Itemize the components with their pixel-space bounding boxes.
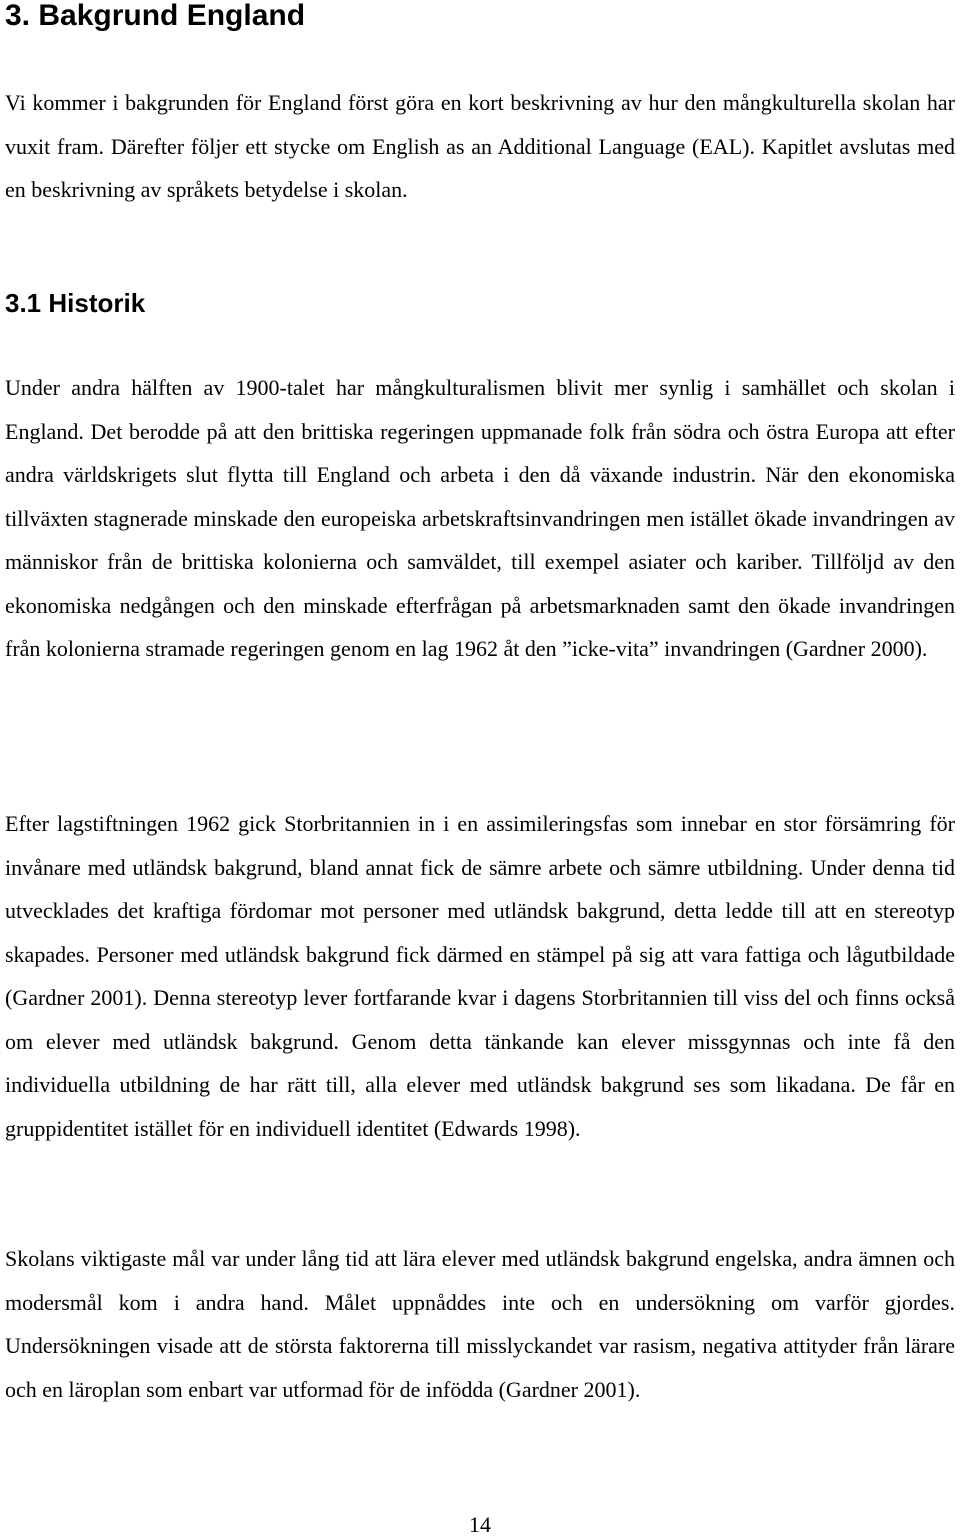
chapter-title: 3. Bakgrund England xyxy=(5,0,306,32)
page-number: 14 xyxy=(469,1512,491,1537)
intro-paragraph: Vi kommer i bakgrunden för England först göra en kort beskrivning av hur den mångkulturella skolan har vuxit fram. Därefter följer ett stycke om English as an Additional Language (EAL). Kapitlet avslutas med en beskrivning av språkets betydelse i skolan. xyxy=(5,90,955,202)
body-paragraph: Skolans viktigaste mål var under lång tid att lära elever med utländsk bakgrund engelska, andra ämnen och modersmål kom i andra hand. Målet uppnåddes inte och en undersökning om varför gjordes. Undersökningen visade att de största faktorerna till misslyckandet var rasism, negativa attityder från lärare och en läroplan som enbart var utformad för de infödda (Gardner 2001). xyxy=(5,1246,955,1402)
body-paragraph: Efter lagstiftningen 1962 gick Storbritannien in i en assimileringsfas som innebar en stor försämring för invånare med utländsk bakgrund, bland annat fick de sämre arbete och sämre utbildning. Under denna tid utvecklades det kraftiga fördomar mot personer med utländsk bakgrund, detta ledde till att en stereotyp skapades. Personer med utländsk bakgrund fick därmed en stämpel på sig att vara fattiga och lågutbildade (Gardner 2001). Denna stereotyp lever fortfarande kvar i dagens Storbritannien till viss del och finns också om elever med utländsk bakgrund. Genom detta tänkande kan elever missgynnas och inte få den individuella utbildning de har rätt till, alla elever med utländsk bakgrund ses som likadana. De får en gruppidentitet istället för en individuell identitet (Edwards 1998). xyxy=(5,811,955,1141)
body-paragraph: Under andra hälften av 1900-talet har mångkulturalismen blivit mer synlig i samhället och skolan i England. Det berodde på att den brittiska regeringen uppmanade folk från södra och östra Europa att efter andra världskrigets slut flytta till England och arbeta i den då växande industrin. När den ekonomiska tillväxten stagnerade minskade den europeiska arbetskraftsinvandringen men istället ökade invandringen av människor från de brittiska kolonierna och samväldet, till exempel asiater och kariber. Tillföljd av den ekonomiska nedgången och den minskade efterfrågan på arbetsmarknaden samt den ökade invandringen från kolonierna stramade regeringen genom en lag 1962 åt den ”icke-vita” invandringen (Gardner 2000). xyxy=(5,375,955,661)
section-title-historik: 3.1 Historik xyxy=(5,288,146,318)
